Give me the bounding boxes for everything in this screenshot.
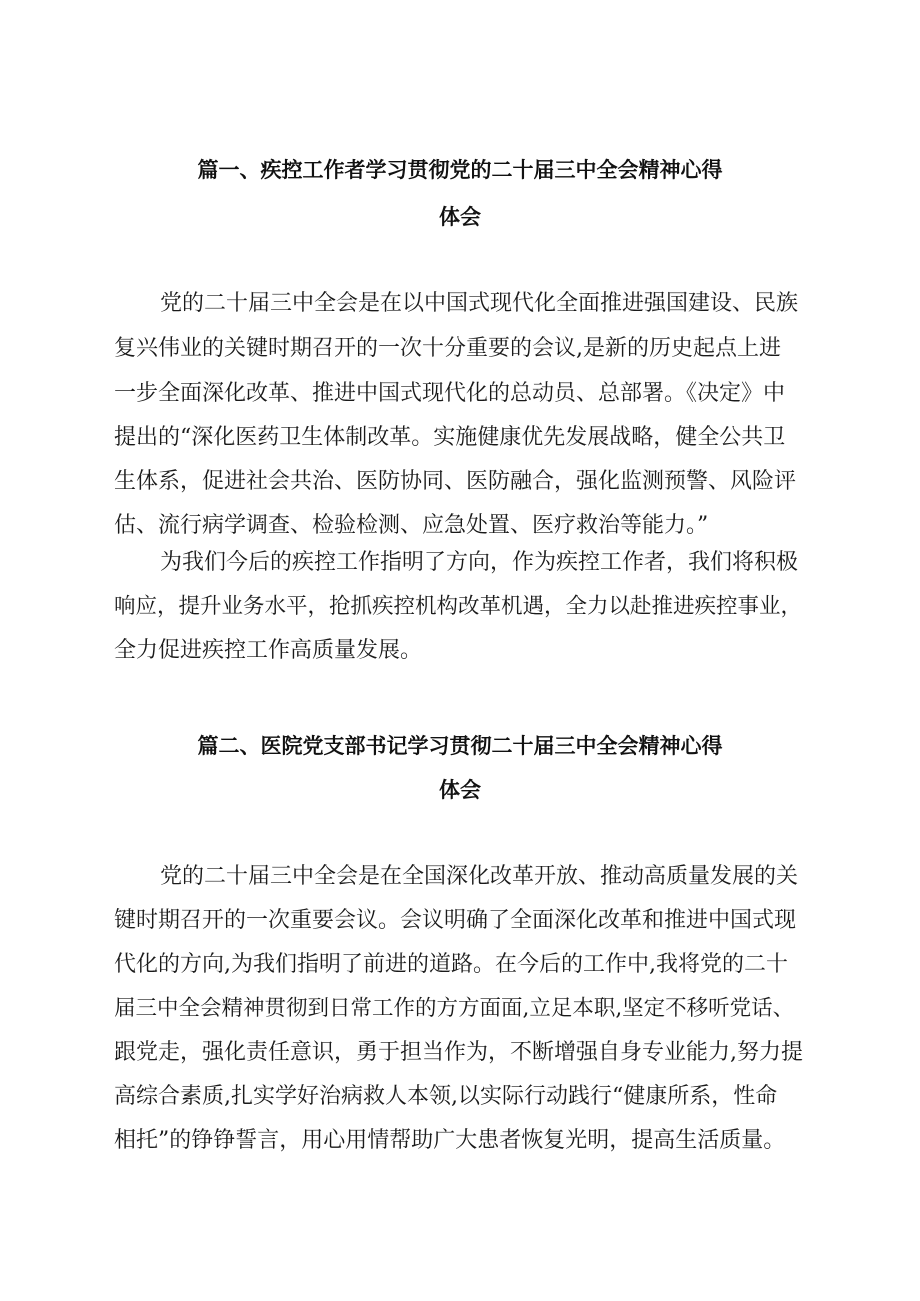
section1-p2-line2: 响应，提升业务水平，抢抓疾控机构改革机遇，全力以赴推进疾控事业， — [114, 594, 803, 619]
section1-p1-line5: 生体系，促进社会共治、医防协同、医防融合，强化监测预警、风险评 — [114, 469, 797, 494]
section2-p1-line6: 高综合素质,扎实学好治病救人本领,以实际行动践行“健康所系，性命 — [114, 1084, 778, 1109]
section2-p1-line7: 相托”的铮铮誓言，用心用情帮助广大患者恢复光明，提高生活质量。 — [114, 1128, 786, 1153]
section1-title-line1: 篇一、疾控工作者学习贯彻党的二十届三中全会精神心得 — [197, 158, 723, 182]
section1-p1-line1: 党的二十届三中全会是在以中国式现代化全面推进强国建设、民族 — [160, 291, 799, 316]
section1-p1-line6: 估、流行病学调查、检验检测、应急处置、医疗救治等能力。” — [114, 513, 709, 538]
section1-p1-line4: 提出的“深化医药卫生体制改革。实施健康优先发展战略，健全公共卫 — [114, 425, 786, 450]
section2-title-line2: 体会 — [439, 778, 481, 802]
section2-p1-line3: 代化的方向,为我们指明了前进的道路。在今后的工作中,我将党的二十 — [114, 952, 788, 977]
section1-p2-line1: 为我们今后的疾控工作指明了方向，作为疾控工作者，我们将积极 — [160, 550, 799, 575]
section2-p1-line4: 届三中全会精神贯彻到日常工作的方方面面,立足本职,坚定不移听党话、 — [114, 996, 795, 1021]
section2-p1-line5: 跟党走，强化责任意识，勇于担当作为，不断增强自身专业能力,努力提 — [114, 1040, 803, 1065]
section2-p1-line1: 党的二十届三中全会是在全国深化改革开放、推动高质量发展的关 — [160, 864, 799, 889]
section2-title-line1: 篇二、医院党支部书记学习贯彻二十届三中全会精神心得 — [197, 734, 723, 758]
section2-p1-line2: 键时期召开的一次重要会议。会议明确了全面深化改革和推进中国式现 — [114, 908, 797, 933]
section1-title-line2: 体会 — [439, 205, 481, 229]
section1-p2-line3: 全力促进疾控工作高质量发展。 — [114, 638, 423, 663]
section1-p1-line2: 复兴伟业的关键时期召开的一次十分重要的会议,是新的历史起点上进 — [114, 336, 781, 361]
section1-p1-line3: 一步全面深化改革、推进中国式现代化的总动员、总部署。《决定》中 — [114, 381, 786, 406]
